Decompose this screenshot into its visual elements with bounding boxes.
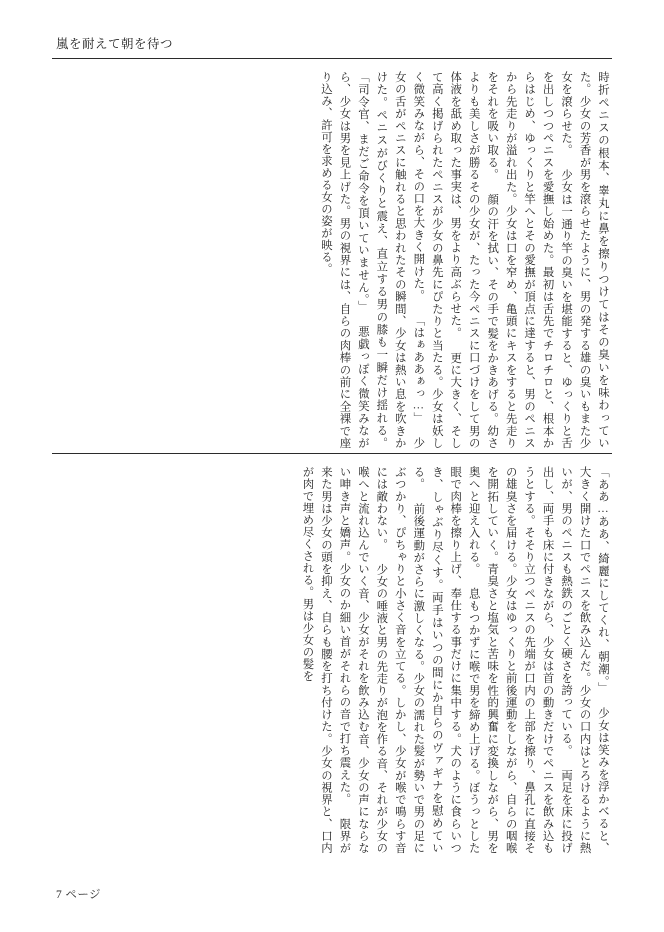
vertical-text-top: 時折ペニスの根本、睾丸に鼻を擦りつけてはその臭いを味わっていた。少女の芳香が男を滾らせたように、男の発する雄の臭いもまた少女を滾らせた。 少女は一通り竿の臭いを堪能すると、ゆっくりと舌を出しつつペニスを愛撫し始めた。最初は舌先でチロチロと、根本からはじめ、ゆっくりと竿へとその愛撫が頂点に達すると、男のペニスから先走りが溢れ出た。少女は口を窄め、亀頭にキスをすると先走りをそれを吸い取る。 顔の汗を拭い、その手で髪をかきあげる。幼さよりも美しさが勝るその少女が、たった今ペニスに口づけをして男の体液を舐め取った事実は、男をより高ぶらせた。 更に大きく、そして高く掲げられたペニスが少女の鼻先にぴたりと当たる。少女は妖しく微笑みながら、その口を大きく開けた。 「はぁああぁっ…」 少女の舌がペニスに触れると思われたその瞬間、少女は熱い息を吹きかけた。ペニスがびくりと震え、直立する男の膝も一瞬だけ揺れる。 「司令官、まだご命令を頂いていません。」 悪戯っぽく微笑みながら、少女は男を見上げた。男の視界には、自らの肉棒の前に全裸で座り込み、許可を求める女の姿が映る。 — [319, 71, 609, 449]
text-block-bottom-inner — [52, 466, 612, 854]
page-header-title: 嵐を耐えて朝を待つ — [56, 37, 174, 51]
vertical-text-bottom: 「ああ…ああ、綺麗にしてくれ、朝潮。」 少女は笑みを浮かべると、大きく開けた口でペニスを飲み込んだ。少女の口内はとろけるように熱いが、男のペニスも熱鉄のごとく硬さを誇っている。 両足を床に投げ出し、両手も床に付きながら、少女は首の動きだけでペニスを飲み込もうとする。そそり立つペニスの先端が口内の上部を擦り、鼻孔に直接その雄臭さを届ける。少女はゆっくりと前後運動をしながら、自らの咽喉を開拓していく。青臭さと塩気と苦味を性的興奮に変換しながら、男を奥へと迎え入れる。 息もつかずに喉で男を締め上げる。ぼうっとした眼で肉棒を擦り上げ、奉仕する事だけに集中する。犬のように食らいつき、しゃぶり尽くす。両手はいつの間にか自らのヴァギナを慰めている。 前後運動がさらに激しくなる。少女の濡れた髪が勢いで男の足にぶつかり、ぴちゃりと小さく音を立てる。しかし、少女が喉で鳴らす音には敵わない。 少女の唾液と男の先走りが泡を作る音、それが少女の喉へと流れ込んでいく音、少女がそれを飲み込む音、少女の声にならない呻き声と嬌声。少女のか細い首がそれらの音で打ち震えた。 限界が来た男は少女の頭を抑え、自らも腰を打ち付けた。少女の視界と、口内が肉で埋め尽くされる。男は少女の髪を — [301, 466, 609, 854]
page-number-label: 7 ページ — [56, 889, 101, 901]
text-block-top — [52, 59, 612, 449]
text-block-bottom — [52, 454, 612, 854]
text-block-top-inner — [52, 71, 612, 449]
